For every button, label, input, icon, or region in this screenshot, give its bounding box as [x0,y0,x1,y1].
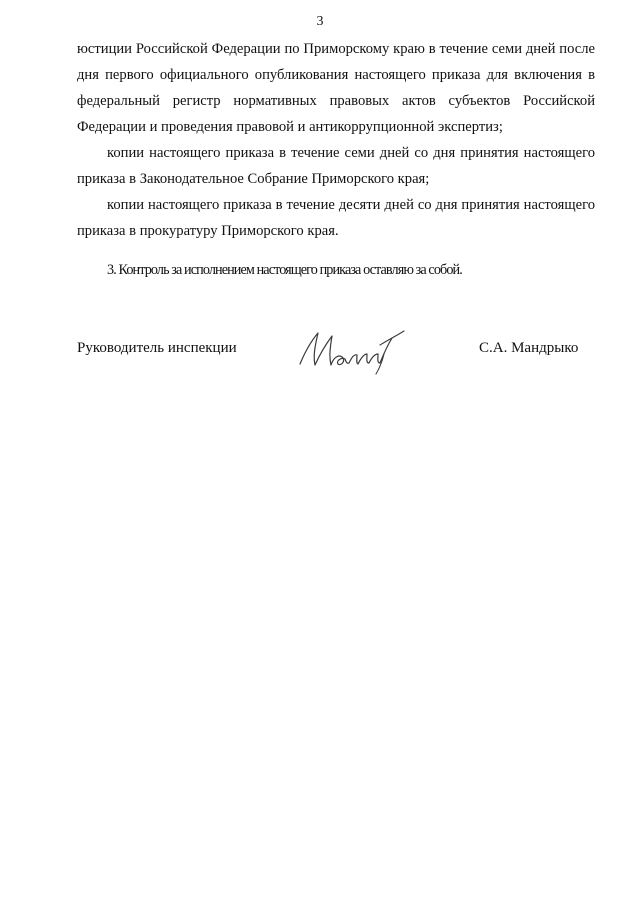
signature-icon [296,324,408,376]
signatory-title: Руководитель инспекции [77,340,237,356]
body-text [77,36,595,244]
paragraph-legislative-assembly: копии настоящего приказа в течение семи дней со дня принятия настоящего приказа в Законодательное Собрание Приморского края; [77,145,595,187]
paragraph-prosecutor-office: копии настоящего приказа в течение десяти дней со дня принятия настоящего приказа в прокуратуру Приморского края. [77,197,595,239]
control-clause: 3. Контроль за исполнением настоящего приказа оставляю за собой. [107,262,462,278]
page-number: 3 [316,14,324,29]
signatory-name: С.А. Мандрыко [479,340,579,356]
paragraph-continuation: юстиции Российской Федерации по Приморскому краю в течение семи дней после дня первого официального опубликования настоящего приказа для включения в федеральный регистр нормативных правовых актов субъектов Российской Федерации и проведения правовой и антикоррупционной экспертиз; [77,41,595,135]
